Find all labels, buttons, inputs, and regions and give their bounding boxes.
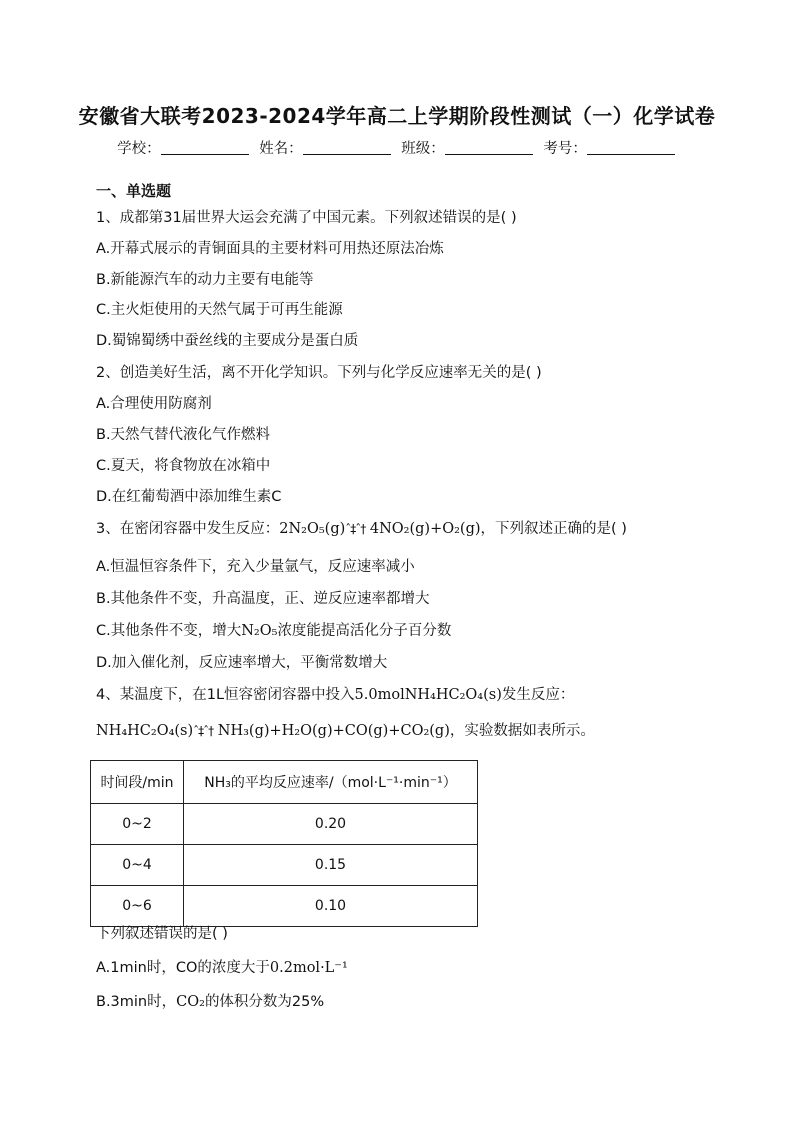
school-label: 学校： xyxy=(117,141,161,157)
q1-option-a: A.开幕式展示的青铜面具的主要材料可用热还原法冶炼 xyxy=(96,241,444,257)
q4-equation-line xyxy=(96,719,595,740)
q3-stem xyxy=(96,517,627,538)
q4-stem xyxy=(96,683,574,704)
table-cell: 0.15 xyxy=(184,845,478,886)
q4-option-b-formula: CO₂ xyxy=(176,994,205,1010)
class-label: 班级： xyxy=(401,141,445,157)
number-blank[interactable] xyxy=(587,140,675,155)
page-title: 安徽省大联考2023-2024学年高二上学期阶段性测试（一）化学试卷 xyxy=(78,104,716,128)
name-blank[interactable] xyxy=(303,140,391,155)
q1-option-c: C.主火炬使用的天然气属于可再生能源 xyxy=(96,302,343,318)
q4-option-b-pre: B.3min时， xyxy=(96,994,177,1010)
q3-option-d: D.加入催化剂，反应速率增大，平衡常数增大 xyxy=(96,655,388,671)
number-label: 考号： xyxy=(543,141,587,157)
table-cell: 0~6 xyxy=(91,886,184,927)
q4-equation-right: NH₃(g)+H₂O(g)+CO(g)+CO₂(g) xyxy=(217,723,450,739)
student-info-row xyxy=(0,137,794,158)
q4-data-table xyxy=(90,760,478,927)
q3-equilibrium-arrow: ˆ‡ˆ† xyxy=(345,522,366,536)
q3-option-c-pre: C.其他条件不变，增大 xyxy=(96,623,242,639)
q4-option-a-pre: A.1min时，CO的浓度大于 xyxy=(96,960,270,976)
q2-option-d: D.在红葡萄酒中添加维生素C xyxy=(96,489,282,505)
q3-option-a: A.恒温恒容条件下，充入少量氩气，反应速率减小 xyxy=(96,559,415,575)
section-heading: 一、单选题 xyxy=(96,182,172,200)
table-cell: 0~2 xyxy=(91,804,184,845)
q3-option-c-formula: N₂O₅ xyxy=(241,623,278,639)
name-label: 姓名： xyxy=(259,141,303,157)
table-row xyxy=(91,845,478,886)
q3-equation-right: 4NO₂(g)+O₂(g) xyxy=(369,521,481,537)
table-header-cell: NH₃的平均反应速率/（mol·L⁻¹·min⁻¹） xyxy=(184,761,478,804)
table-header-row xyxy=(91,761,478,804)
q1-stem: 1、成都第31届世界大运会充满了中国元素。下列叙述错误的是( ) xyxy=(96,210,517,226)
q4-option-b-post: 的体积分数为25% xyxy=(204,994,325,1010)
q4-equilibrium-arrow: ˆ‡ˆ† xyxy=(193,724,214,738)
q4-option-b xyxy=(96,990,324,1011)
q4-stem-pre: 4、某温度下，在1L恒容密闭容器中投入 xyxy=(96,687,355,703)
table-row xyxy=(91,804,478,845)
q2-stem: 2、创造美好生活，离不开化学知识。下列与化学反应速率无关的是( ) xyxy=(96,365,542,381)
school-blank[interactable] xyxy=(161,140,249,155)
q1-option-b: B.新能源汽车的动力主要有电能等 xyxy=(96,272,314,288)
q4-equation-post: ，实验数据如表所示。 xyxy=(449,723,595,739)
q2-option-a: A.合理使用防腐剂 xyxy=(96,396,212,412)
q4-equation-left: NH₄HC₂O₄(s) xyxy=(96,723,194,739)
q4-option-a xyxy=(96,956,348,977)
q2-option-b: B.天然气替代液化气作燃料 xyxy=(96,427,271,443)
q3-option-c-post: 浓度能提高活化分子百分数 xyxy=(277,623,452,639)
table-cell: 0~4 xyxy=(91,845,184,886)
q1-option-d: D.蜀锦蜀绣中蚕丝线的主要成分是蛋白质 xyxy=(96,333,359,349)
q3-option-b: B.其他条件不变，升高温度，正、逆反应速率都增大 xyxy=(96,591,430,607)
q3-option-c xyxy=(96,619,451,640)
q2-option-c: C.夏天，将食物放在冰箱中 xyxy=(96,458,271,474)
q4-stem-post: 发生反应： xyxy=(501,687,575,703)
table-cell: 0.10 xyxy=(184,886,478,927)
q3-stem-pre: 3、在密闭容器中发生反应： xyxy=(96,521,280,537)
q4-option-a-value: 0.2mol·L⁻¹ xyxy=(269,960,348,976)
table-row xyxy=(91,886,478,927)
table-cell: 0.20 xyxy=(184,804,478,845)
table-header-cell: 时间段/min xyxy=(91,761,184,804)
q3-stem-post: ，下列叙述正确的是( ) xyxy=(480,521,627,537)
q3-equation-left: 2N₂O₅(g) xyxy=(279,521,346,537)
class-blank[interactable] xyxy=(445,140,533,155)
q4-stem-formula: 5.0molNH₄HC₂O₄(s) xyxy=(354,687,502,703)
q4-after-table: 下列叙述错误的是( ) xyxy=(96,926,228,942)
